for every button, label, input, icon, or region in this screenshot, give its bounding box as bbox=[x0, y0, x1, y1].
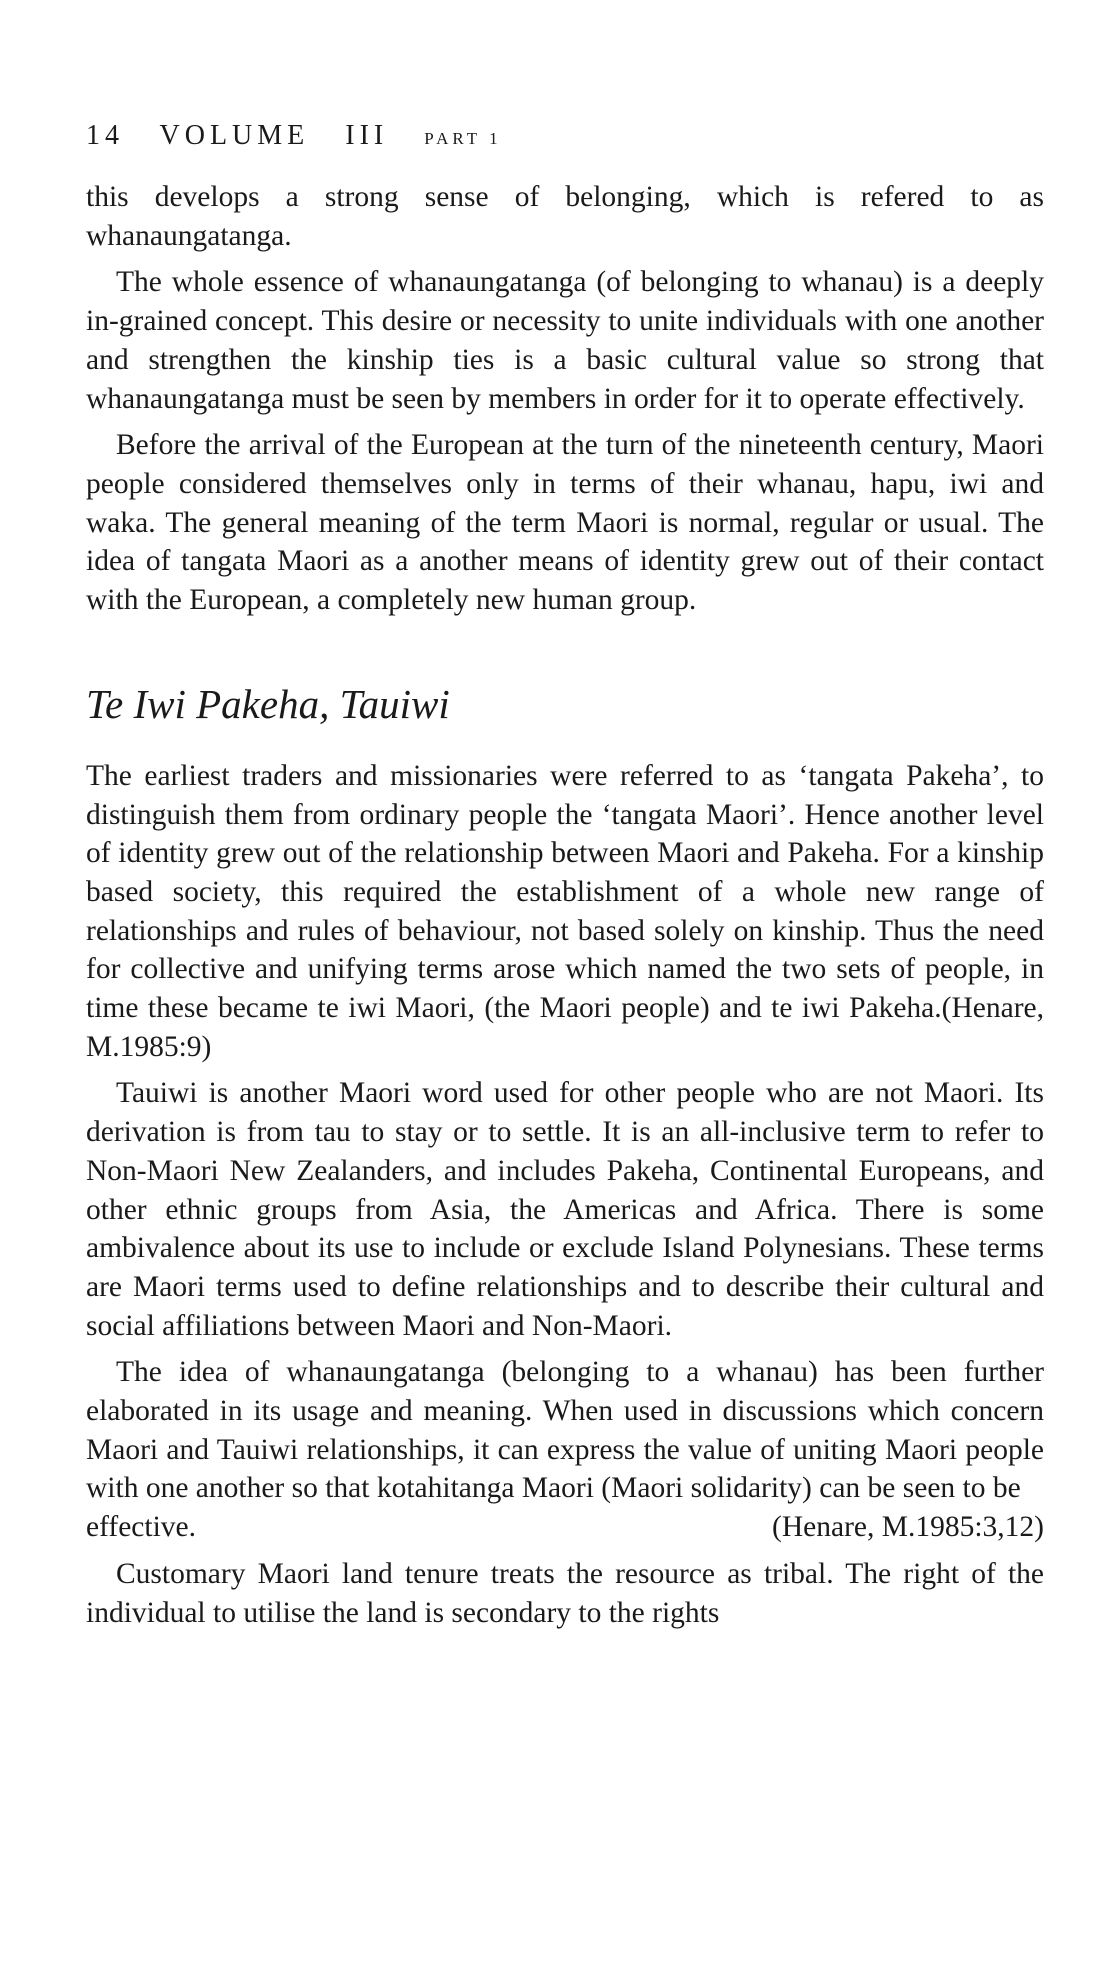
paragraph-before-european-arrival: Before the arrival of the European at the turn of the nineteenth century, Maori people considered themselves only in terms of their whanau, hapu, iwi and waka. The general meaning of the term Maori is normal, regular or usual. The idea of tangata Maori as a another means of identity grew out of their contact with the European, a completely new human group. bbox=[86, 429, 1044, 617]
citation-reference: (Henare, M.1985:3,12) bbox=[772, 1511, 1044, 1544]
volume-label: VOLUME bbox=[159, 120, 310, 151]
paragraph-continuation: this develops a strong sense of belonging, which is refered to as whanaungatanga. bbox=[86, 181, 1044, 252]
running-head bbox=[86, 122, 1044, 150]
citation-line bbox=[86, 1508, 1044, 1547]
paragraph-earliest-traders: The earliest traders and missionaries were referred to as ‘tangata Pakeha’, to distinguish them from ordinary people the ‘tangata Maori’. Hence another level of identity grew out of the relationship between Maori and Pakeha. For a kinship based society, this required the establishment of a whole new range of relationships and rules of behaviour, not based solely on kinship. Thus the need for collective and unifying terms arose which named the two sets of people, in time these became te iwi Maori, (the Maori people) and te iwi Pakeha.(Henare, M.1985:9) bbox=[86, 759, 1044, 1063]
page-body bbox=[86, 122, 1044, 1640]
paragraph-whanaungatanga-elaborated: The idea of whanaungatanga (belonging to a whanau) has been further elaborated in its usage and meaning. When used in discussions which concern Maori and Tauiwi relationships, it can express the value of uniting Maori people with one another so that kotahitanga Maori (Maori solidarity) can be seen to be bbox=[86, 1356, 1044, 1505]
paragraph-tauiwi: Tauiwi is another Maori word used for other people who are not Maori. Its derivation is from tau to stay or to settle. It is an all-inclusive term to refer to Non-Maori New Zealanders, and includes Pakeha, Continental Europeans, and other ethnic groups from Asia, the Americas and Africa. There is some ambivalence about its use to include or exclude Island Polynesians. These terms are Maori terms used to define relationships and to describe their cultural and social affiliations between Maori and Non-Maori. bbox=[86, 1077, 1044, 1342]
volume-number: III bbox=[345, 120, 389, 151]
citation-last-word: effective. bbox=[86, 1511, 197, 1544]
part-label: PART 1 bbox=[424, 129, 502, 148]
paragraph-land-tenure: Customary Maori land tenure treats the resource as tribal. The right of the individual to utilise the land is secondary to the rights bbox=[86, 1557, 1044, 1629]
section-heading: Te Iwi Pakeha, Tauiwi bbox=[86, 680, 450, 727]
page-number: 14 bbox=[86, 120, 124, 151]
paragraph-whanaungatanga-essence: The whole essence of whanaungatanga (of belonging to whanau) is a deeply in-grained concept. This desire or necessity to unite individuals with one another and strengthen the kinship ties is a basic cultural value so strong that whanaungatanga must be seen by members in order for it to operate effectively. bbox=[86, 266, 1044, 415]
